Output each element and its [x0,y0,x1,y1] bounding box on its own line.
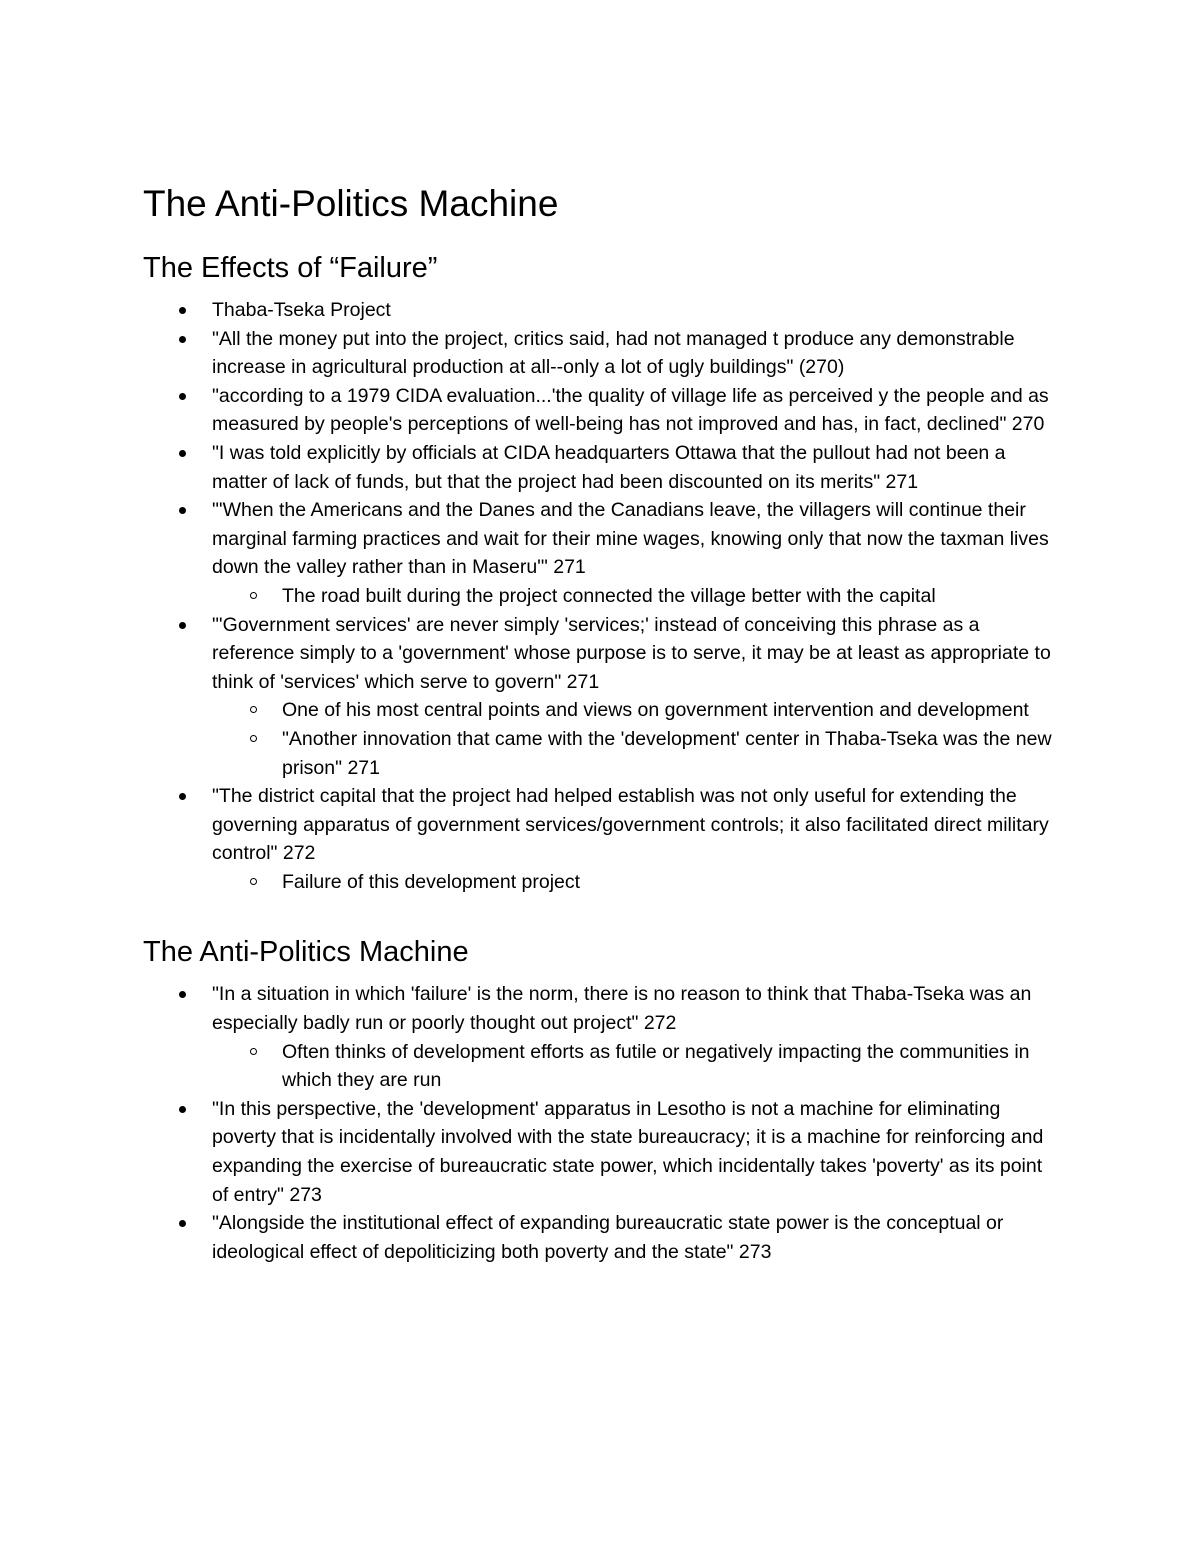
list-item-text: "In a situation in which 'failure' is the norm, there is no reason to think that Thaba-Tseka was an especially badly run or poorly thought out project" 272 [212,983,1032,1035]
sub-list-item-text: "Another innovation that came with the 'development' center in Thaba-Tseka was the new prison" 271 [282,727,1052,779]
bullet-icon [179,991,186,998]
list-item [143,382,1063,439]
sub-list-item [212,696,1063,725]
sub-list [143,1038,1063,1095]
list-item [143,439,1063,496]
hollow-bullet-icon [250,878,257,885]
bullet-icon [179,336,186,343]
sub-list [143,868,1063,897]
bullet-icon [179,307,186,314]
hollow-bullet-icon [250,706,257,713]
sub-list-item-text: The road built during the project connected the village better with the capital [282,584,936,607]
list-item-text: "In this perspective, the 'development' apparatus in Lesotho is not a machine for eliminating poverty that is incidentally involved with the state bureaucracy; it is a machine for reinforcing and expanding the exercise of bureaucratic state power, which incidentally takes 'poverty' as its point of entry" 273 [212,1097,1044,1206]
list-item [143,611,1063,783]
list-item [143,496,1063,610]
bullet-icon [179,1220,186,1227]
sub-list-item [212,725,1063,782]
list-item-text: "according to a 1979 CIDA evaluation...'the quality of village life as perceived y the people and as measured by people's perceptions of well-being has not improved and has, in fact, declined" 270 [212,384,1049,436]
list-item [143,296,1063,325]
hollow-bullet-icon [250,735,257,742]
list-item-text: "I was told explicitly by officials at CIDA headquarters Ottawa that the pullout had not been a matter of lack of funds, but that the project had been discounted on its merits" 271 [212,441,1006,493]
sub-list-item [212,582,1063,611]
bullet-icon [179,393,186,400]
list-item-text: "'When the Americans and the Danes and the Canadians leave, the villagers will continue their marginal farming practices and wait for their mine wages, knowing only that now the taxman lives down the valley rather than in Maseru'" 271 [212,499,1049,579]
hollow-bullet-icon [250,592,257,599]
list-item-text: Thaba-Tseka Project [212,299,391,321]
list-item-text: "'Government services' are never simply 'services;' instead of conceiving this phrase as a reference simply to a 'government' whose purpose is to serve, it may be at least as appropriate to think of 'services' which serve to govern" 271 [212,613,1051,693]
sub-list-item-text: Failure of this development project [282,870,581,893]
document-title: The Anti-Politics Machine [143,183,559,224]
bullet-list [143,296,1063,896]
list-item [143,1095,1063,1209]
bullet-icon [179,622,186,629]
bullet-icon [179,793,186,800]
hollow-bullet-icon [250,1048,257,1055]
section-effects-of-failure [143,250,1063,896]
sub-list-item-text: Often thinks of development efforts as futile or negatively impacting the communities in which they are run [282,1040,1030,1092]
sub-list-item [212,1038,1063,1095]
list-item [143,782,1063,896]
list-item-text: "Alongside the institutional effect of expanding bureaucratic state power is the conceptual or ideological effect of depoliticizing both poverty and the state" 273 [212,1212,1004,1263]
sub-list [143,696,1063,782]
bullet-icon [179,1106,186,1113]
bullet-icon [179,507,186,514]
document-page [143,178,1063,1266]
sub-list-item [212,868,1063,897]
bullet-icon [179,450,186,457]
list-item [143,325,1063,382]
section-anti-politics-machine [143,934,1063,1266]
sub-list [143,582,1063,611]
bullet-list [143,980,1063,1266]
list-item-text: "All the money put into the project, critics said, had not managed t produce any demonstrable increase in agricultural production at all--only a lot of ugly buildings" (270) [212,327,1015,379]
list-item [143,1209,1063,1266]
section-heading: The Effects of “Failure” [143,252,438,284]
sub-list-item-text: One of his most central points and views on government intervention and development [282,699,1029,722]
list-item [143,980,1063,1094]
section-heading: The Anti-Politics Machine [143,936,469,969]
list-item-text: "The district capital that the project had helped establish was not only useful for extending the governing apparatus of government services/government controls; it also facilitated direct military control" 272 [212,785,1049,865]
